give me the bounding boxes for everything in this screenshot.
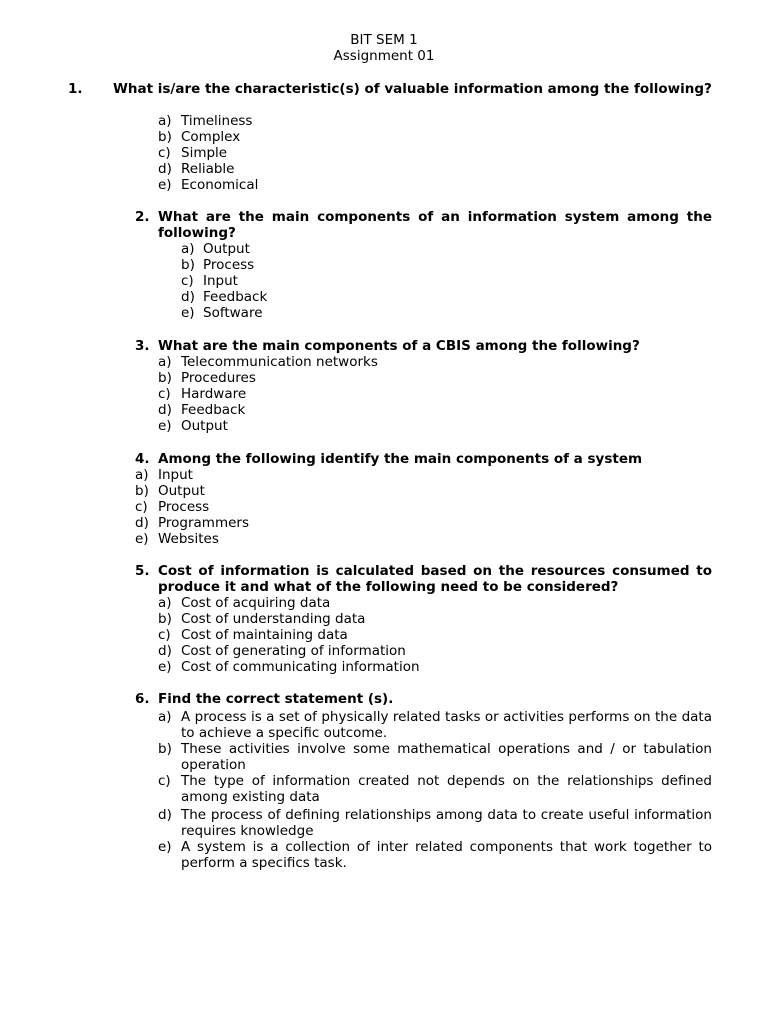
question-number: 1. bbox=[68, 81, 83, 97]
option-d: d) The process of defining relationships among data to create useful information requires knowledge bbox=[158, 807, 712, 839]
question-number: 6. bbox=[135, 691, 150, 707]
question-text: Cost of information is calculated based on the resources consumed to produce it and what of the following need to be considered? bbox=[158, 563, 712, 595]
question-text: What is/are the characteristic(s) of valuable information among the following? bbox=[113, 81, 712, 97]
option-e: e) A system is a collection of inter related components that work together to perform a specifics task. bbox=[158, 839, 712, 871]
option-b: b) These activities involve some mathematical operations and / or tabulation operation bbox=[158, 741, 712, 773]
option-a: a) A process is a set of physically related tasks or activities performs on the data to achieve a specific outcome. bbox=[158, 709, 712, 741]
question-text: What are the main components of an information system among the following? bbox=[158, 209, 712, 241]
question-number: 5. bbox=[135, 563, 150, 579]
course-title: BIT SEM 1 bbox=[350, 32, 418, 48]
question-text: What are the main components of a CBIS among the following? bbox=[158, 338, 640, 354]
question-number: 2. bbox=[135, 209, 150, 225]
document-header bbox=[0, 32, 768, 64]
option-c: c) The type of information created not depends on the relationships defined among existing data bbox=[158, 773, 712, 805]
question-text: Among the following identify the main components of a system bbox=[158, 451, 643, 467]
question-number: 3. bbox=[135, 338, 150, 354]
assignment-title: Assignment 01 bbox=[333, 48, 435, 64]
question-number: 4. bbox=[135, 451, 150, 467]
question-text: Find the correct statement (s). bbox=[158, 691, 394, 707]
